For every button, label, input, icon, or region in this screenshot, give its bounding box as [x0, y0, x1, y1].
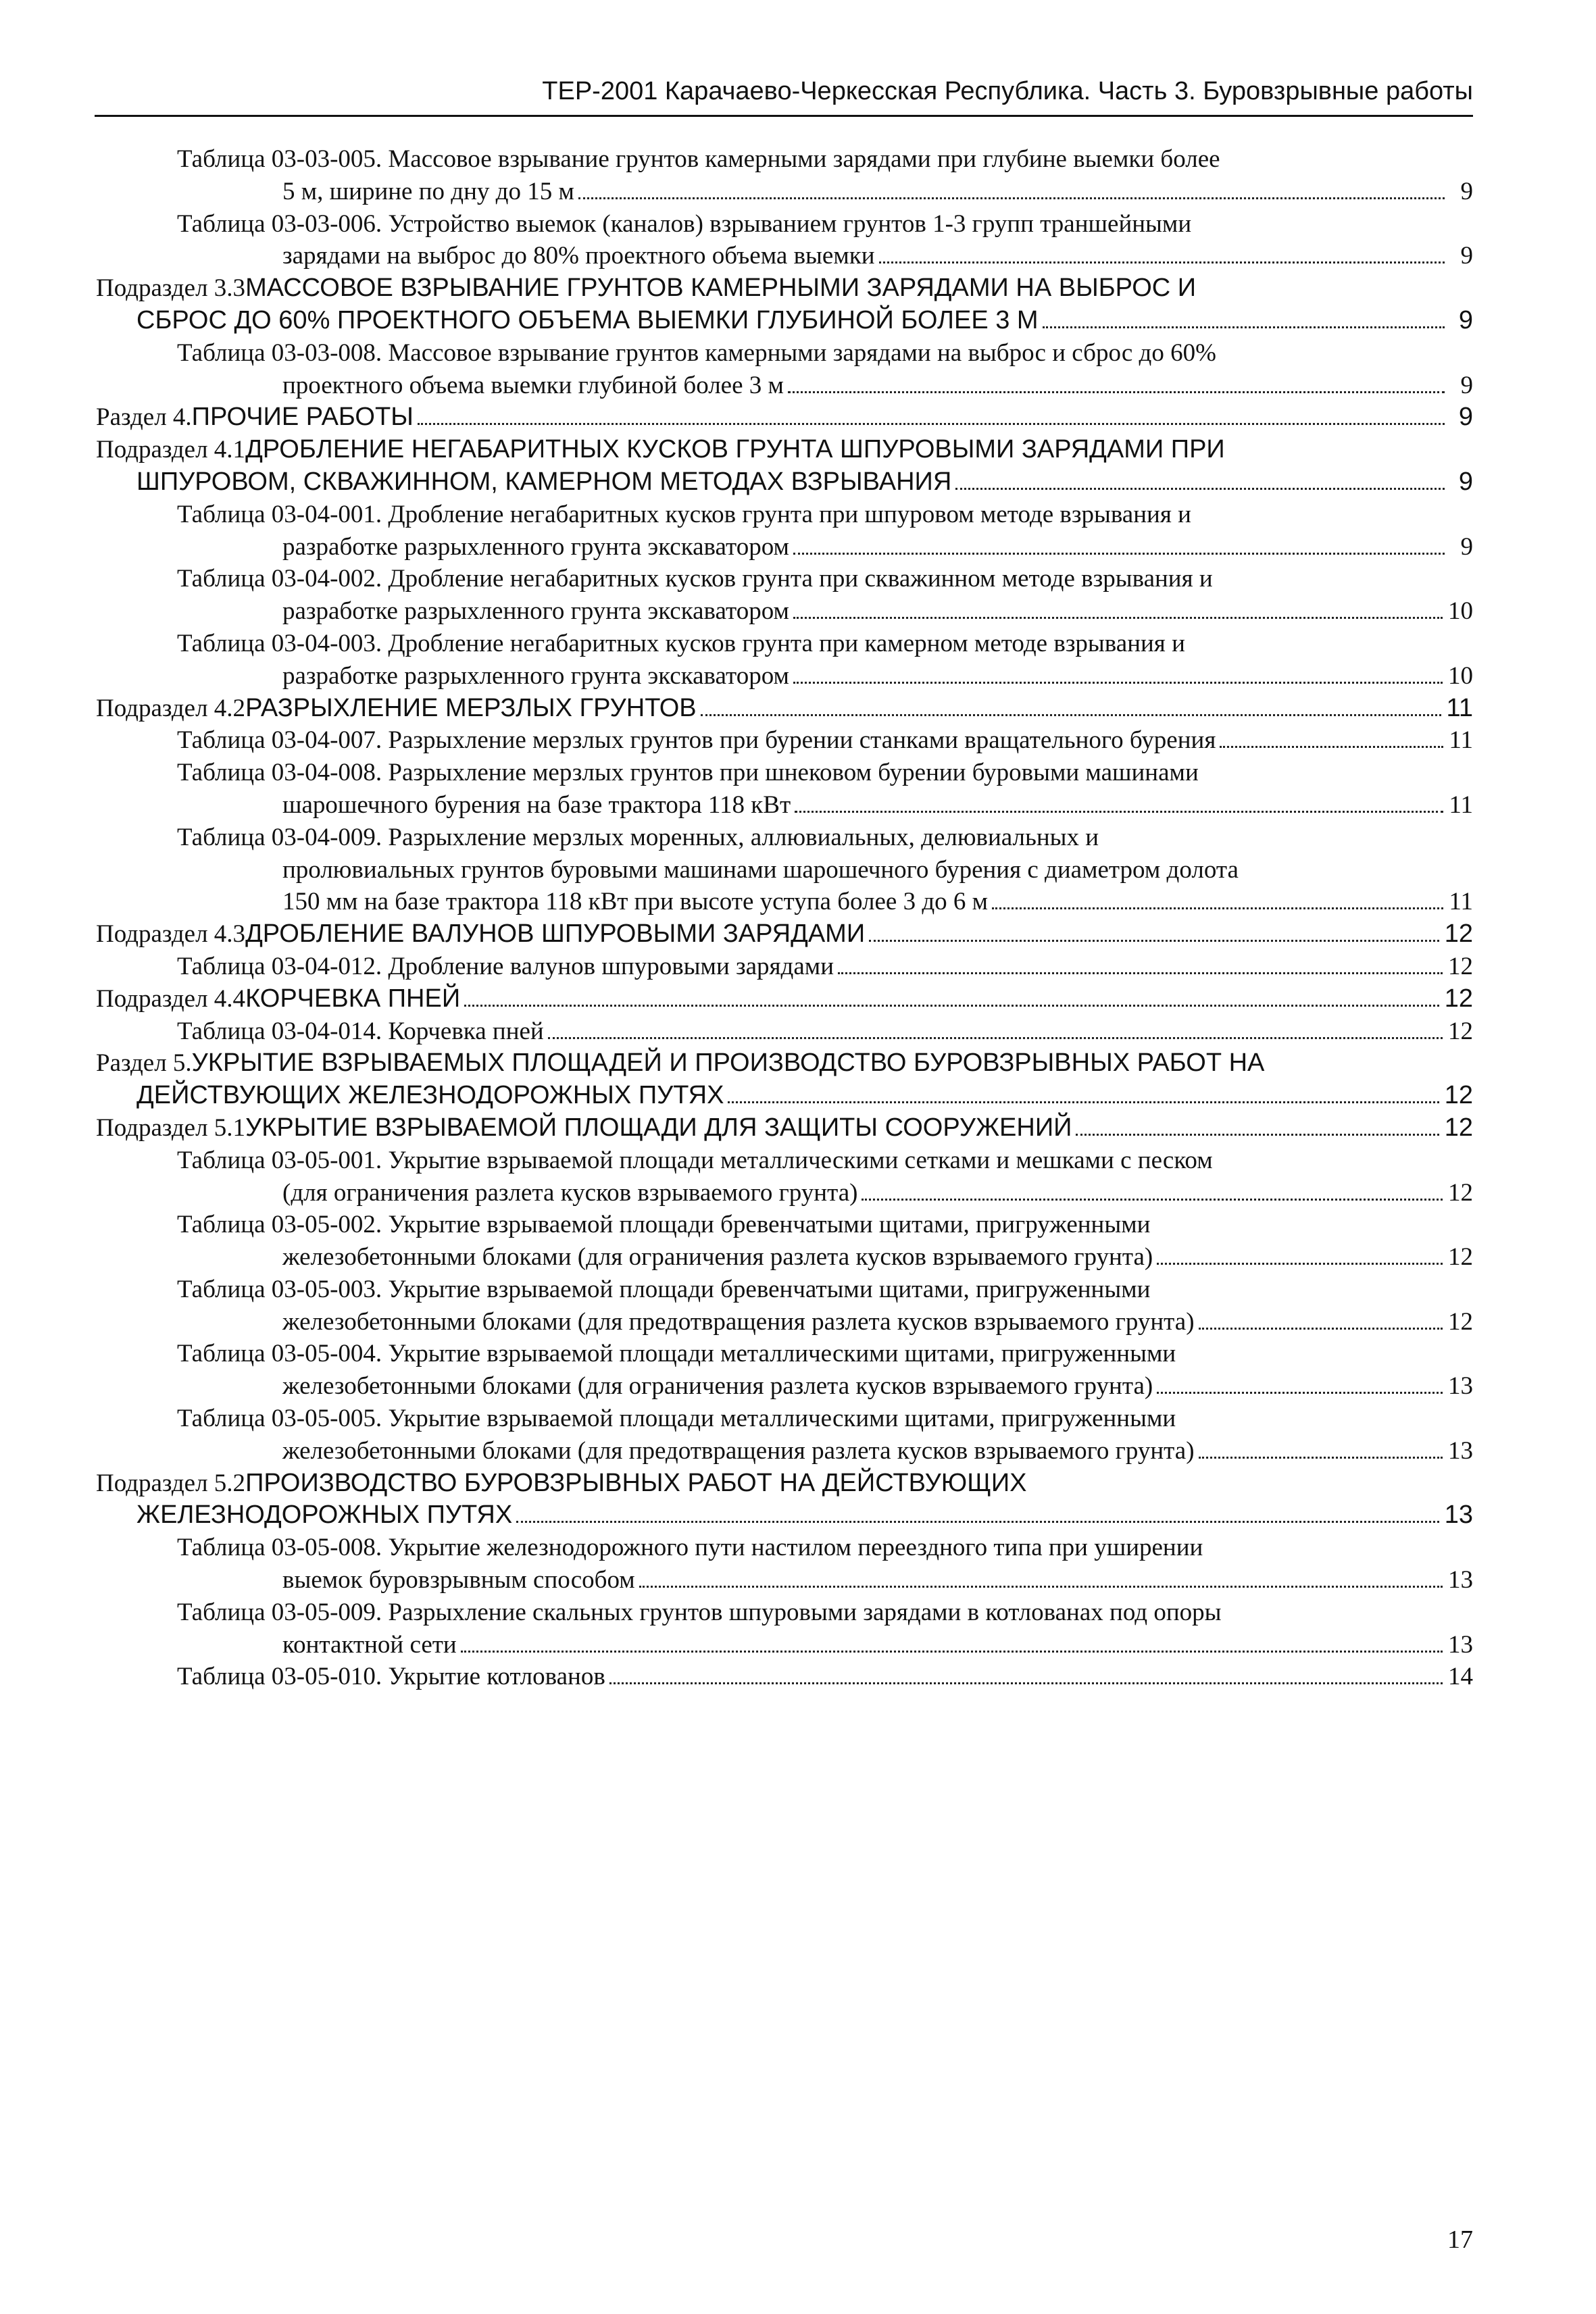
dot-leader	[793, 553, 1445, 555]
toc-entry-prefix: Раздел 5.	[96, 1049, 192, 1078]
toc-entry-line	[96, 693, 1473, 725]
toc-entry[interactable]	[96, 272, 1473, 337]
toc-entry-line	[96, 531, 1473, 563]
toc-entry-line	[96, 1403, 1473, 1435]
toc-entry-text: Таблица 03-05-010. Укрытие котлованов	[177, 1663, 605, 1691]
toc-entry-page: 13	[1448, 1372, 1473, 1401]
toc-entry-text: пролювиальных грунтов буровыми машинами шарошечного бурения с диаметром долота	[282, 855, 1239, 884]
toc-entry-text: МАССОВОЕ ВЗРЫВАНИЕ ГРУНТОВ КАМЕРНЫМИ ЗАРЯДАМИ НА ВЫБРОС И	[245, 274, 1197, 303]
toc-entry-page: 13	[1448, 1436, 1473, 1465]
toc-entry-line	[96, 951, 1473, 983]
toc-entry[interactable]	[96, 337, 1473, 402]
toc-entry[interactable]	[96, 693, 1473, 725]
toc-entry-prefix: Подраздел 5.2	[96, 1469, 246, 1497]
toc-entry[interactable]	[96, 918, 1473, 951]
toc-entry-line	[96, 1209, 1473, 1241]
toc-entry[interactable]	[96, 1112, 1473, 1145]
toc-entry-line	[96, 1661, 1473, 1693]
toc-entry-text: Таблица 03-03-006. Устройство выемок (каналов) взрыванием грунтов 1-3 групп траншейными	[177, 209, 1192, 238]
toc-entry-line	[96, 724, 1473, 757]
toc-entry-line	[96, 143, 1473, 176]
dot-leader	[639, 1586, 1443, 1588]
toc-entry[interactable]	[96, 1015, 1473, 1048]
toc-entry-text: Таблица 03-04-002. Дробление негабаритных кусков грунта при скважинном методе взрывания и	[177, 565, 1213, 593]
toc-entry[interactable]	[96, 1467, 1473, 1532]
toc-entry-text: Таблица 03-04-012. Дробление валунов шпуровыми зарядами	[177, 952, 834, 980]
toc-entry-text: железобетонными блоками (для ограничения разлета кусков взрываемого грунта)	[282, 1372, 1153, 1401]
toc-entry-text: ДЕЙСТВУЮЩИХ ЖЕЛЕЗНОДОРОЖНЫХ ПУТЯХ	[136, 1081, 724, 1110]
toc-entry-text: Таблица 03-04-003. Дробление негабаритных кусков грунта при камерном методе взрывания и	[177, 629, 1185, 657]
toc-entry[interactable]	[96, 1596, 1473, 1661]
toc-entry[interactable]	[96, 1338, 1473, 1403]
toc-entry-page: 10	[1448, 597, 1473, 626]
toc-entry-prefix: Подраздел 4.3	[96, 920, 246, 949]
toc-entry[interactable]	[96, 628, 1473, 693]
toc-entry-line	[96, 1241, 1473, 1274]
toc-entry-text: ДРОБЛЕНИЕ ВАЛУНОВ ШПУРОВЫМИ ЗАРЯДАМИ	[245, 920, 866, 949]
dot-leader	[879, 261, 1445, 263]
toc-entry-text: Таблица 03-05-002. Укрытие взрываемой площади бревенчатыми щитами, пригруженными	[177, 1211, 1151, 1239]
toc-entry[interactable]	[96, 434, 1473, 499]
table-of-contents	[96, 143, 1473, 1693]
toc-entry[interactable]	[96, 983, 1473, 1015]
toc-entry-text: шарошечного бурения на базе трактора 118 кВт	[282, 790, 791, 819]
toc-entry-line	[96, 1532, 1473, 1564]
toc-entry-text: 150 мм на базе трактора 118 кВт при высоте уступа более 3 до 6 м	[282, 888, 989, 916]
dot-leader	[461, 1651, 1443, 1653]
toc-entry-prefix: Подраздел 5.1	[96, 1113, 246, 1142]
dot-leader	[862, 1199, 1443, 1201]
toc-entry-line	[96, 1629, 1473, 1661]
toc-entry-line	[96, 918, 1473, 951]
toc-entry-line	[96, 1306, 1473, 1338]
toc-entry-text: Таблица 03-04-001. Дробление негабаритных кусков грунта при шпуровом методе взрывания и	[177, 500, 1191, 528]
dot-leader	[1157, 1263, 1443, 1265]
toc-entry-page: 13	[1448, 1630, 1473, 1659]
toc-entry-text: Таблица 03-05-001. Укрытие взрываемой площади металлическими сетками и мешками с песком	[177, 1146, 1213, 1174]
toc-entry-prefix: Подраздел 4.1	[96, 436, 246, 464]
dot-leader	[869, 940, 1439, 942]
toc-entry-page: 12	[1444, 1113, 1473, 1142]
toc-entry[interactable]	[96, 1209, 1473, 1274]
toc-entry[interactable]	[96, 208, 1473, 273]
toc-entry-line	[96, 1080, 1473, 1112]
toc-entry-text: РАЗРЫХЛЕНИЕ МЕРЗЛЫХ ГРУНТОВ	[245, 693, 697, 722]
toc-entry-text: 5 м, ширине по дну до 15 м	[282, 177, 574, 205]
toc-entry-line	[96, 854, 1473, 886]
toc-entry-line	[96, 789, 1473, 822]
toc-entry-text: УКРЫТИЕ ВЗРЫВАЕМЫХ ПЛОЩАДЕЙ И ПРОИЗВОДСТВО БУРОВЗРЫВНЫХ РАБОТ НА	[191, 1049, 1265, 1078]
toc-entry-line	[96, 757, 1473, 789]
dot-leader	[1043, 326, 1445, 328]
toc-entry-text: контактной сети	[282, 1630, 457, 1659]
dot-leader	[578, 197, 1445, 199]
toc-entry-text: Таблица 03-05-008. Укрытие железнодорожного пути настилом переездного типа при уширении	[177, 1534, 1203, 1562]
toc-entry-text: Таблица 03-04-009. Разрыхление мерзлых моренных, аллювиальных, делювиальных и	[177, 823, 1099, 851]
dot-leader	[793, 682, 1443, 684]
toc-entry[interactable]	[96, 724, 1473, 757]
dot-leader	[838, 972, 1443, 974]
toc-entry-line	[96, 1596, 1473, 1629]
toc-entry-line	[96, 1145, 1473, 1177]
toc-entry-text: ДРОБЛЕНИЕ НЕГАБАРИТНЫХ КУСКОВ ГРУНТА ШПУРОВЫМИ ЗАРЯДАМИ ПРИ	[245, 435, 1225, 464]
toc-entry-line	[96, 563, 1473, 595]
toc-entry-page: 12	[1448, 1178, 1473, 1207]
toc-entry[interactable]	[96, 499, 1473, 563]
toc-entry[interactable]	[96, 1532, 1473, 1596]
toc-entry-line	[96, 660, 1473, 693]
toc-entry[interactable]	[96, 1403, 1473, 1467]
toc-entry-page: 12	[1448, 1017, 1473, 1045]
toc-entry-line	[96, 1370, 1473, 1403]
dot-leader	[701, 714, 1441, 716]
toc-entry-line	[96, 401, 1473, 434]
toc-entry-line	[96, 983, 1473, 1015]
toc-entry-line	[96, 1177, 1473, 1209]
toc-entry-text: Таблица 03-05-009. Разрыхление скальных грунтов шпуровыми зарядами в котлованах под опоры	[177, 1598, 1222, 1626]
toc-entry[interactable]	[96, 757, 1473, 822]
toc-entry-text: ШПУРОВОМ, СКВАЖИННОМ, КАМЕРНОМ МЕТОДАХ ВЗРЫВАНИЯ	[136, 467, 952, 496]
toc-entry-page: 13	[1448, 1566, 1473, 1594]
header-rule	[95, 115, 1473, 117]
toc-entry[interactable]	[96, 1274, 1473, 1338]
toc-entry-page: 9	[1460, 177, 1473, 205]
toc-entry-page: 12	[1444, 920, 1473, 949]
toc-entry-page: 9	[1458, 467, 1473, 496]
dot-leader	[955, 488, 1445, 490]
dot-leader	[418, 423, 1445, 425]
toc-entry-line	[96, 1564, 1473, 1596]
toc-entry-page: 12	[1444, 984, 1473, 1013]
toc-entry[interactable]	[96, 401, 1473, 434]
toc-entry-page: 12	[1448, 1243, 1473, 1272]
toc-entry-text: (для ограничения разлета кусков взрываемого грунта)	[282, 1178, 858, 1207]
toc-entry-text: Таблица 03-05-004. Укрытие взрываемой площади металлическими щитами, пригруженными	[177, 1340, 1176, 1368]
toc-entry-line	[96, 1274, 1473, 1306]
toc-entry-text: зарядами на выброс до 80% проектного объема выемки	[282, 242, 875, 270]
toc-entry[interactable]	[96, 1661, 1473, 1693]
toc-entry-line	[96, 822, 1473, 854]
toc-entry-page: 12	[1448, 952, 1473, 980]
toc-entry-line	[96, 595, 1473, 628]
toc-entry-line	[96, 1435, 1473, 1467]
toc-entry-prefix: Раздел 4.	[96, 403, 192, 432]
toc-entry-line	[96, 1015, 1473, 1048]
toc-entry-text: КОРЧЕВКА ПНЕЙ	[245, 984, 461, 1013]
toc-entry-prefix: Подраздел 4.2	[96, 694, 246, 722]
toc-entry-page: 11	[1446, 693, 1473, 722]
dot-leader	[1076, 1134, 1439, 1136]
toc-entry-text: Таблица 03-05-003. Укрытие взрываемой площади бревенчатыми щитами, пригруженными	[177, 1275, 1151, 1303]
toc-entry-text: проектного объема выемки глубиной более 3 м	[282, 371, 784, 399]
toc-entry[interactable]	[96, 1145, 1473, 1209]
toc-entry-line	[96, 434, 1473, 466]
toc-entry-text: ПРОЧИЕ РАБОТЫ	[191, 403, 414, 432]
dot-leader	[1199, 1328, 1443, 1330]
dot-leader	[1157, 1392, 1443, 1394]
toc-entry-text: Таблица 03-04-008. Разрыхление мерзлых грунтов при шнековом бурении буровыми машинами	[177, 759, 1199, 787]
toc-entry-page: 11	[1449, 790, 1473, 819]
toc-entry[interactable]	[96, 951, 1473, 983]
dot-leader	[1220, 746, 1443, 748]
dot-leader	[548, 1037, 1443, 1039]
toc-entry-line	[96, 176, 1473, 208]
toc-entry-line	[96, 628, 1473, 660]
toc-entry-line	[96, 240, 1473, 272]
dot-leader	[516, 1521, 1439, 1523]
dot-leader	[992, 907, 1443, 909]
toc-entry-text: Таблица 03-03-008. Массовое взрывание грунтов камерными зарядами на выброс и сброс до 60%	[177, 338, 1216, 367]
dot-leader	[795, 811, 1443, 813]
toc-entry-page: 10	[1448, 661, 1473, 690]
toc-entry-prefix: Подраздел 3.3	[96, 274, 246, 303]
toc-entry-line	[96, 272, 1473, 305]
toc-entry-line	[96, 370, 1473, 402]
running-header: ТЕР-2001 Карачаево-Черкесская Республика. Часть 3. Буровзрывные работы	[542, 77, 1473, 105]
toc-entry-line	[96, 305, 1473, 337]
toc-entry-text: ЖЕЛЕЗНОДОРОЖНЫХ ПУТЯХ	[136, 1501, 513, 1530]
toc-entry-text: Таблица 03-05-005. Укрытие взрываемой площади металлическими щитами, пригруженными	[177, 1405, 1176, 1433]
toc-entry-text: ПРОИЗВОДСТВО БУРОВЗРЫВНЫХ РАБОТ НА ДЕЙСТВУЮЩИХ	[245, 1468, 1027, 1497]
dot-leader	[728, 1101, 1439, 1103]
toc-entry-text: разработке разрыхленного грунта экскаватором	[282, 597, 789, 626]
toc-entry-line	[96, 466, 1473, 499]
dot-leader	[609, 1682, 1443, 1684]
toc-entry-line	[96, 1047, 1473, 1080]
toc-entry-text: разработке разрыхленного грунта экскаватором	[282, 661, 789, 690]
toc-entry-page: 9	[1460, 242, 1473, 270]
dot-leader	[1199, 1457, 1443, 1459]
toc-entry-line	[96, 337, 1473, 370]
toc-entry-line	[96, 1499, 1473, 1532]
toc-entry-page: 11	[1449, 888, 1473, 916]
toc-entry-page: 9	[1460, 371, 1473, 399]
toc-entry-line	[96, 499, 1473, 531]
toc-entry-prefix: Подраздел 4.4	[96, 984, 246, 1013]
toc-entry[interactable]	[96, 563, 1473, 628]
dot-leader	[793, 617, 1443, 619]
toc-entry[interactable]	[96, 1047, 1473, 1112]
toc-entry-page: 14	[1448, 1663, 1473, 1691]
toc-entry-text: железобетонными блоками (для предотвращения разлета кусков взрываемого грунта)	[282, 1307, 1195, 1336]
dot-leader	[464, 1005, 1439, 1007]
toc-entry-line	[96, 1112, 1473, 1145]
dot-leader	[788, 391, 1445, 393]
toc-entry-page: 9	[1458, 403, 1473, 432]
toc-entry-text: СБРОС ДО 60% ПРОЕКТНОГО ОБЪЕМА ВЫЕМКИ ГЛУБИНОЙ БОЛЕЕ 3 М	[136, 305, 1039, 334]
toc-entry[interactable]	[96, 143, 1473, 208]
toc-entry-page: 9	[1458, 305, 1473, 334]
toc-entry-page: 9	[1460, 532, 1473, 561]
toc-entry-page: 13	[1444, 1501, 1473, 1530]
toc-entry-line	[96, 1338, 1473, 1370]
toc-entry[interactable]	[96, 822, 1473, 918]
toc-entry-text: выемок буровзрывным способом	[282, 1566, 635, 1594]
toc-entry-line	[96, 208, 1473, 241]
toc-entry-text: УКРЫТИЕ ВЗРЫВАЕМОЙ ПЛОЩАДИ ДЛЯ ЗАЩИТЫ СООРУЖЕНИЙ	[245, 1113, 1072, 1142]
toc-entry-text: железобетонными блоками (для ограничения разлета кусков взрываемого грунта)	[282, 1243, 1153, 1272]
toc-entry-page: 12	[1448, 1307, 1473, 1336]
toc-entry-page: 11	[1449, 726, 1473, 755]
toc-entry-text: Таблица 03-04-014. Корчевка пней	[177, 1017, 544, 1045]
toc-entry-text: железобетонными блоками (для предотвращения разлета кусков взрываемого грунта)	[282, 1436, 1195, 1465]
page-number: 17	[1447, 2225, 1473, 2254]
toc-entry-text: Таблица 03-04-007. Разрыхление мерзлых грунтов при бурении станками вращательного бурения	[177, 726, 1216, 755]
toc-entry-line	[96, 886, 1473, 918]
toc-entry-page: 12	[1444, 1081, 1473, 1110]
toc-entry-text: разработке разрыхленного грунта экскаватором	[282, 532, 789, 561]
toc-entry-text: Таблица 03-03-005. Массовое взрывание грунтов камерными зарядами при глубине выемки более	[177, 145, 1220, 173]
toc-entry-line	[96, 1467, 1473, 1500]
